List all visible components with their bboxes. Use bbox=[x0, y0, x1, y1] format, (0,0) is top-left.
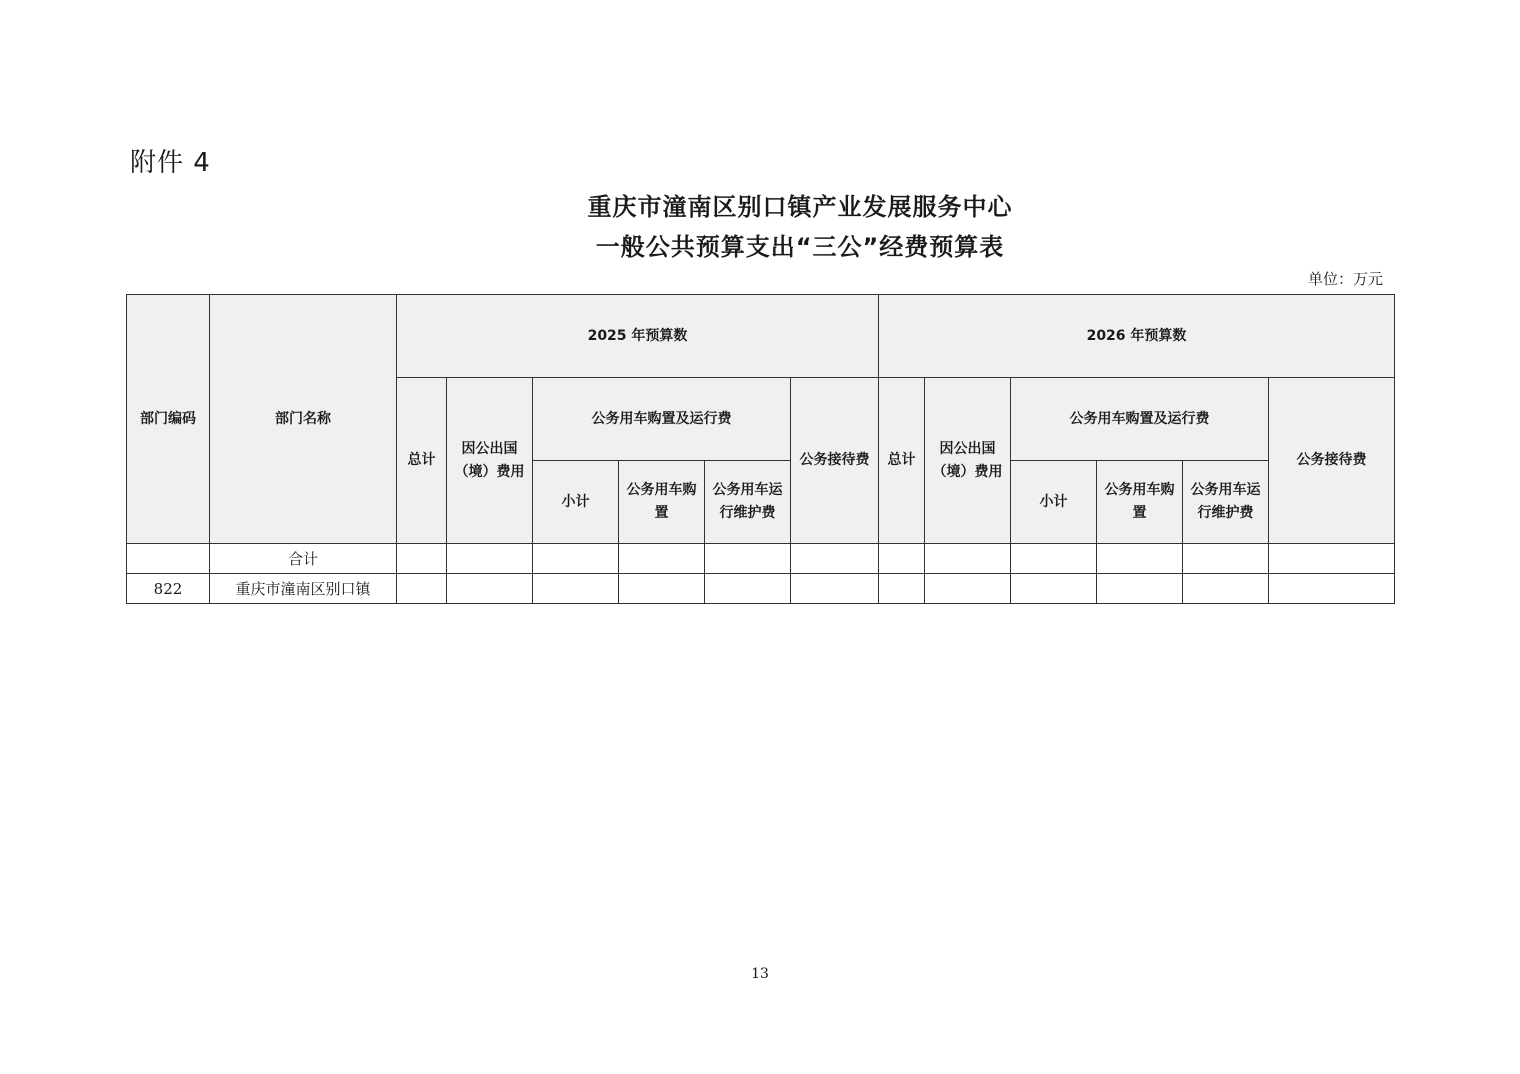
header-2025-vehicle: 公务用车购置及运行费 bbox=[533, 378, 791, 461]
row-dept-code bbox=[127, 544, 210, 574]
table-cell bbox=[1269, 574, 1395, 604]
table-cell bbox=[1011, 574, 1097, 604]
row-dept-name: 重庆市潼南区别口镇 bbox=[210, 574, 397, 604]
table-cell bbox=[791, 574, 879, 604]
table-cell bbox=[925, 574, 1011, 604]
row-dept-code: 822 bbox=[127, 574, 210, 604]
table-cell bbox=[791, 544, 879, 574]
header-dept-code: 部门编码 bbox=[127, 295, 210, 544]
header-2026-abroad: 因公出国（境）费用 bbox=[925, 378, 1011, 544]
attachment-label: 附件 4 bbox=[130, 148, 211, 178]
header-2025-vehicle-maintenance: 公务用车运行维护费 bbox=[705, 461, 791, 544]
header-year-2025: 2025 年预算数 bbox=[397, 295, 879, 378]
table-cell bbox=[397, 544, 447, 574]
header-2025-total: 总计 bbox=[397, 378, 447, 544]
header-2026-vehicle-purchase: 公务用车购置 bbox=[1097, 461, 1183, 544]
table-cell bbox=[533, 574, 619, 604]
page-number: 13 bbox=[751, 966, 769, 982]
table-row bbox=[127, 574, 1395, 604]
header-year-2026: 2026 年预算数 bbox=[879, 295, 1395, 378]
table-cell bbox=[705, 574, 791, 604]
page-title-line2: 一般公共预算支出“三公”经费预算表 bbox=[595, 233, 1005, 261]
header-2025-reception: 公务接待费 bbox=[791, 378, 879, 544]
header-2026-vehicle-maintenance: 公务用车运行维护费 bbox=[1183, 461, 1269, 544]
table-cell bbox=[447, 544, 533, 574]
table-cell bbox=[879, 574, 925, 604]
table-cell bbox=[1097, 544, 1183, 574]
header-2025-abroad: 因公出国（境）费用 bbox=[447, 378, 533, 544]
header-2026-reception: 公务接待费 bbox=[1269, 378, 1395, 544]
table-cell bbox=[533, 544, 619, 574]
header-dept-name: 部门名称 bbox=[210, 295, 397, 544]
table-row bbox=[127, 544, 1395, 574]
header-2026-subtotal: 小计 bbox=[1011, 461, 1097, 544]
table-cell bbox=[705, 544, 791, 574]
page-title-line1: 重庆市潼南区别口镇产业发展服务中心 bbox=[587, 193, 1013, 221]
row-dept-name: 合计 bbox=[210, 544, 397, 574]
unit-label: 单位：万元 bbox=[1307, 270, 1383, 288]
table-cell bbox=[925, 544, 1011, 574]
table-cell bbox=[1097, 574, 1183, 604]
table-cell bbox=[1183, 544, 1269, 574]
header-2025-subtotal: 小计 bbox=[533, 461, 619, 544]
table-cell bbox=[619, 574, 705, 604]
header-2025-vehicle-purchase: 公务用车购置 bbox=[619, 461, 705, 544]
budget-table bbox=[126, 294, 1395, 604]
table-cell bbox=[447, 574, 533, 604]
table-cell bbox=[1011, 544, 1097, 574]
table-cell bbox=[619, 544, 705, 574]
header-2026-total: 总计 bbox=[879, 378, 925, 544]
table-cell bbox=[1269, 544, 1395, 574]
header-2026-vehicle: 公务用车购置及运行费 bbox=[1011, 378, 1269, 461]
table-cell bbox=[879, 544, 925, 574]
table-cell bbox=[397, 574, 447, 604]
table-cell bbox=[1183, 574, 1269, 604]
